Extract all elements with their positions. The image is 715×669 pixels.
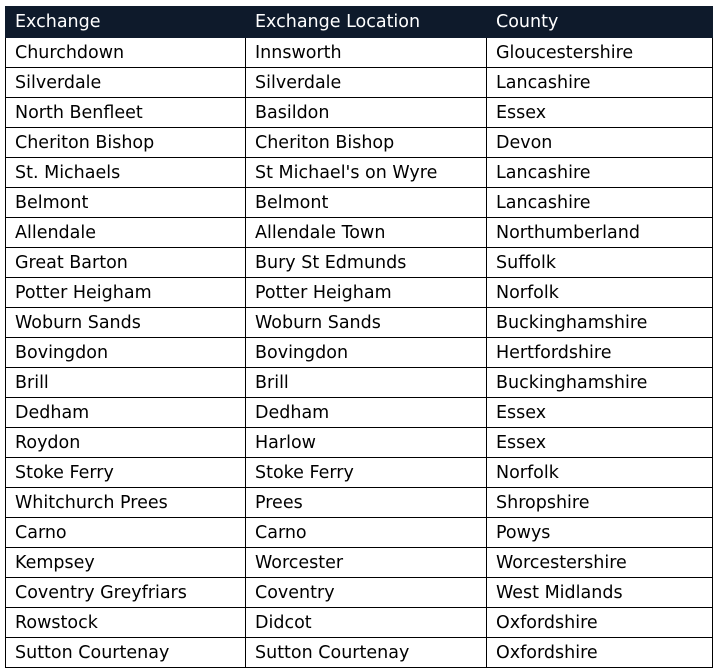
cell-county: West Midlands: [487, 578, 713, 608]
cell-exchange: Rowstock: [6, 608, 246, 638]
cell-exchange: Churchdown: [6, 38, 246, 68]
cell-county: Buckinghamshire: [487, 308, 713, 338]
cell-exchange-location: Carno: [246, 518, 487, 548]
table-row: [6, 578, 713, 608]
cell-county: Essex: [487, 428, 713, 458]
cell-exchange: Dedham: [6, 398, 246, 428]
cell-county: Hertfordshire: [487, 338, 713, 368]
cell-county: Lancashire: [487, 68, 713, 98]
cell-exchange: Stoke Ferry: [6, 458, 246, 488]
table-row: [6, 548, 713, 578]
cell-county: Powys: [487, 518, 713, 548]
cell-county: Suffolk: [487, 248, 713, 278]
table-header-row: [6, 7, 713, 38]
column-header-county: County: [487, 7, 713, 38]
table-row: [6, 458, 713, 488]
table-row: [6, 488, 713, 518]
cell-county: Northumberland: [487, 218, 713, 248]
cell-exchange: Silverdale: [6, 68, 246, 98]
table-row: [6, 158, 713, 188]
cell-exchange: Allendale: [6, 218, 246, 248]
table-row: [6, 128, 713, 158]
cell-county: Norfolk: [487, 278, 713, 308]
table-row: [6, 368, 713, 398]
cell-exchange: Roydon: [6, 428, 246, 458]
cell-county: Lancashire: [487, 188, 713, 218]
cell-county: Shropshire: [487, 488, 713, 518]
cell-exchange-location: Brill: [246, 368, 487, 398]
table-row: [6, 188, 713, 218]
cell-exchange-location: Stoke Ferry: [246, 458, 487, 488]
table-row: [6, 278, 713, 308]
cell-county: Lancashire: [487, 158, 713, 188]
table-row: [6, 398, 713, 428]
cell-exchange-location: Bury St Edmunds: [246, 248, 487, 278]
cell-county: Oxfordshire: [487, 608, 713, 638]
cell-exchange-location: Cheriton Bishop: [246, 128, 487, 158]
cell-county: Essex: [487, 398, 713, 428]
cell-exchange: Sutton Courtenay: [6, 638, 246, 668]
cell-county: Buckinghamshire: [487, 368, 713, 398]
cell-exchange: North Benfleet: [6, 98, 246, 128]
cell-exchange-location: Basildon: [246, 98, 487, 128]
cell-exchange: Potter Heigham: [6, 278, 246, 308]
table-row: [6, 218, 713, 248]
cell-exchange: Belmont: [6, 188, 246, 218]
cell-exchange-location: Allendale Town: [246, 218, 487, 248]
cell-exchange-location: Silverdale: [246, 68, 487, 98]
cell-exchange: Whitchurch Prees: [6, 488, 246, 518]
table-row: [6, 38, 713, 68]
exchange-table: [5, 6, 713, 668]
table-row: [6, 98, 713, 128]
column-header-exchange: Exchange: [6, 7, 246, 38]
cell-exchange: St. Michaels: [6, 158, 246, 188]
cell-exchange-location: Prees: [246, 488, 487, 518]
cell-county: Norfolk: [487, 458, 713, 488]
cell-exchange: Brill: [6, 368, 246, 398]
cell-exchange-location: Coventry: [246, 578, 487, 608]
table-row: [6, 428, 713, 458]
cell-exchange: Kempsey: [6, 548, 246, 578]
cell-exchange-location: Potter Heigham: [246, 278, 487, 308]
cell-exchange-location: St Michael's on Wyre: [246, 158, 487, 188]
cell-exchange-location: Worcester: [246, 548, 487, 578]
cell-exchange: Carno: [6, 518, 246, 548]
cell-county: Essex: [487, 98, 713, 128]
table-row: [6, 308, 713, 338]
table-row: [6, 248, 713, 278]
cell-exchange-location: Innsworth: [246, 38, 487, 68]
cell-exchange: Coventry Greyfriars: [6, 578, 246, 608]
cell-exchange: Woburn Sands: [6, 308, 246, 338]
table-row: [6, 608, 713, 638]
cell-exchange: Bovingdon: [6, 338, 246, 368]
table-row: [6, 338, 713, 368]
cell-exchange-location: Dedham: [246, 398, 487, 428]
cell-exchange: Cheriton Bishop: [6, 128, 246, 158]
cell-exchange-location: Bovingdon: [246, 338, 487, 368]
cell-county: Devon: [487, 128, 713, 158]
cell-exchange: Great Barton: [6, 248, 246, 278]
cell-exchange-location: Didcot: [246, 608, 487, 638]
column-header-exchange-location: Exchange Location: [246, 7, 487, 38]
cell-exchange-location: Woburn Sands: [246, 308, 487, 338]
cell-exchange-location: Harlow: [246, 428, 487, 458]
cell-county: Gloucestershire: [487, 38, 713, 68]
cell-exchange-location: Belmont: [246, 188, 487, 218]
cell-county: Oxfordshire: [487, 638, 713, 668]
table-row: [6, 68, 713, 98]
cell-county: Worcestershire: [487, 548, 713, 578]
table-row: [6, 518, 713, 548]
cell-exchange-location: Sutton Courtenay: [246, 638, 487, 668]
table-row: [6, 638, 713, 668]
